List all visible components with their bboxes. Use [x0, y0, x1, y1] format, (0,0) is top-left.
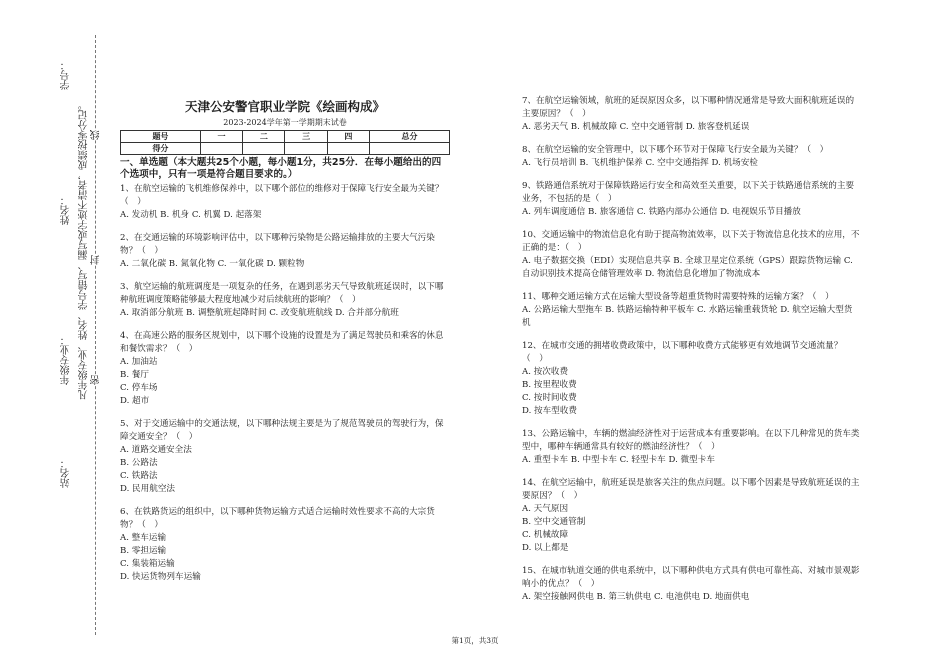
- question-option: A. 天气原因: [522, 504, 569, 514]
- question-item: [120, 281, 450, 320]
- class-label: 年级专业：: [61, 335, 72, 385]
- seal-dashed-line: [95, 35, 96, 635]
- question-stem: 12、在城市交通的拥堵收费政策中，以下哪种收费方式能够更有效地调节交通流量？（ ）: [522, 341, 843, 364]
- score-header-cell: 三: [285, 131, 327, 143]
- question-option: D. 民用航空法: [120, 484, 176, 494]
- question-item: [522, 428, 860, 467]
- question-option: A. 电子数据交换（EDI）实现信息共享 B. 全球卫星定位系统（GPS）跟踪货物运输 C. 自动识别技术提高仓储管理效率 D. 物流信息化增加了物流成本: [522, 256, 853, 279]
- question-item: [522, 291, 860, 330]
- question-stem: 14、在航空运输中，航班延误是旅客关注的焦点问题。以下哪个因素是导致航班延误的主要原因？（ ）: [522, 478, 860, 501]
- question-stem: 10、交通运输中的物流信息化有助于提高物流效率，以下关于物流信息化技术的应用，不正确的是：（ ）: [522, 230, 860, 253]
- score-input-cell[interactable]: [327, 143, 369, 155]
- question-item: [522, 340, 860, 418]
- question-stem: 6、在铁路货运的组织中，以下哪种货物运输方式适合运输时效性要求不高的大宗货物？（ ）: [120, 507, 435, 530]
- question-stem: 8、在航空运输的安全管理中，以下哪个环节对于保障飞行安全最为关键？（ ）: [522, 145, 829, 155]
- question-option: A. 恶劣天气 B. 机械故障 C. 空中交通管制 D. 旅客登机延误: [522, 122, 750, 132]
- score-header-cell: 一: [200, 131, 242, 143]
- question-option: A. 整车运输: [120, 533, 167, 543]
- score-input-cell[interactable]: [243, 143, 285, 155]
- question-item: [120, 232, 450, 271]
- question-option: A. 列车调度通信 B. 旅客通信 C. 铁路内部办公通信 D. 电视娱乐节目播放: [522, 207, 801, 217]
- question-item: [120, 330, 450, 408]
- question-option: A. 飞行员培训 B. 飞机维护保养 C. 空中交通指挥 D. 机场安检: [522, 158, 758, 168]
- question-option: B. 零担运输: [120, 546, 167, 556]
- question-option: A. 加油站: [120, 357, 158, 367]
- question-item: [522, 144, 860, 170]
- question-option: A. 二氧化碳 B. 氮氧化物 C. 一氧化碳 D. 颗粒物: [120, 259, 305, 269]
- question-item: [522, 477, 860, 555]
- question-option: A. 公路运输大型拖车 B. 铁路运输特种平板车 C. 水路运输重载货轮 D. 航空运输大型货机: [522, 305, 853, 328]
- section-heading: 一、单选题（本大题共25个小题，每小题1分，共25分．在每小题给出的四个选项中，只有一项是符合题目要求的。）: [120, 157, 442, 180]
- question-option: B. 公路法: [120, 458, 158, 468]
- page-footer: 第1页，共3页: [451, 636, 499, 645]
- right-column: [522, 95, 860, 614]
- question-option: A. 架空接触网供电 B. 第三轨供电 C. 电池供电 D. 地面供电: [522, 592, 750, 602]
- score-header-cell: 四: [327, 131, 369, 143]
- name-label: 姓名：: [61, 195, 72, 225]
- question-stem: 1、在航空运输的飞机维修保养中，以下哪个部位的维修对于保障飞行安全最为关键？（ ）: [120, 184, 444, 207]
- question-option: D. 快运货物列车运输: [120, 572, 201, 582]
- question-list-left: [120, 183, 450, 584]
- question-item: [522, 180, 860, 219]
- seal-mark-mi: 密: [91, 375, 102, 385]
- question-option: D. 以上都是: [522, 543, 569, 553]
- score-table: [120, 130, 450, 155]
- score-table-row: [121, 143, 450, 155]
- question-option: D. 按车型收费: [522, 406, 578, 416]
- score-header-cell: 总分: [370, 131, 450, 143]
- question-stem: 13、公路运输中，车辆的燃油经济性对于运营成本有重要影响。在以下几种常见的货车类型中，哪种车辆通常具有较好的燃油经济性？（ ）: [522, 429, 860, 452]
- question-list-right: [522, 95, 860, 604]
- question-item: [120, 506, 450, 584]
- question-option: C. 按时间收费: [522, 393, 577, 403]
- question-stem: 3、航空运输的航班调度是一项复杂的任务，在遇到恶劣天气导致航班延误时，以下哪种航班调度策略能够最大程度地减少对后续航班的影响？（ ）: [120, 282, 444, 305]
- question-option: B. 餐厅: [120, 370, 149, 380]
- question-option: C. 铁路法: [120, 471, 158, 481]
- question-stem: 5、对于交通运输中的交通法规，以下哪种法规主要是为了规范驾驶员的驾驶行为，保障交通安全？（ ）: [120, 419, 444, 442]
- question-option: C. 机械故障: [522, 530, 569, 540]
- exam-subtitle: 2023-2024学年第一学期期末试卷: [223, 118, 347, 127]
- question-option: A. 道路交通安全法: [120, 445, 192, 455]
- score-header-cell: 二: [243, 131, 285, 143]
- score-input-cell[interactable]: [370, 143, 450, 155]
- question-option: B. 空中交通管制: [522, 517, 586, 527]
- score-row-label: 得分: [121, 143, 201, 155]
- question-item: [120, 183, 450, 222]
- score-table-header-row: [121, 131, 450, 143]
- question-stem: 7、在航空运输领域，航班的延误原因众多，以下哪种情况通常是导致大面积航班延误的主要原因？（ ）: [522, 96, 855, 119]
- left-column: [120, 157, 450, 594]
- seal-mark-xian: 线: [91, 130, 102, 140]
- question-stem: 4、在高速公路的服务区规划中，以下哪个设施的设置是为了满足驾驶员和乘客的休息和餐饮需求？（ ）: [120, 331, 444, 354]
- warning-line: 凡年级专业、姓名、学号错写、漏写或字迹不清者，成绩按零分记。: [79, 100, 90, 400]
- question-option: B. 按里程收费: [522, 380, 577, 390]
- question-stem: 11、哪种交通运输方式在运输大型设备等超重货物时需要特殊的运输方案？（ ）: [522, 292, 834, 302]
- question-item: [522, 95, 860, 134]
- score-input-cell[interactable]: [285, 143, 327, 155]
- seal-mark-feng: 封: [91, 255, 102, 265]
- question-option: A. 发动机 B. 机身 C. 机翼 D. 起落架: [120, 210, 262, 220]
- school-label: 站名：: [61, 458, 72, 488]
- question-item: [522, 565, 860, 604]
- question-option: D. 超市: [120, 396, 150, 406]
- score-header-cell: 题号: [121, 131, 201, 143]
- question-option: A. 按次收费: [522, 367, 569, 377]
- question-option: A. 重型卡车 B. 中型卡车 C. 轻型卡车 D. 微型卡车: [522, 455, 715, 465]
- question-stem: 2、在交通运输的环境影响评估中，以下哪种污染物是公路运输排放的主要大气污染物？（ ）: [120, 233, 435, 256]
- question-item: [522, 229, 860, 281]
- question-item: [120, 418, 450, 496]
- question-option: A. 取消部分航班 B. 调整航班起降时间 C. 改变航班航线 D. 合并部分航班: [120, 308, 399, 318]
- question-option: C. 集装箱运输: [120, 559, 175, 569]
- question-stem: 9、铁路通信系统对于保障铁路运行安全和高效至关重要，以下关于铁路通信系统的主要业务，不包括的是（ ）: [522, 181, 855, 204]
- student-id-label: 学号：: [61, 60, 72, 90]
- exam-title: 天津公安警官职业学院《绘画构成》: [184, 99, 385, 114]
- score-input-cell[interactable]: [200, 143, 242, 155]
- question-stem: 15、在城市轨道交通的供电系统中，以下哪种供电方式具有供电可靠性高、对城市景观影响小的优点？（ ）: [522, 566, 860, 589]
- question-option: C. 停车场: [120, 383, 158, 393]
